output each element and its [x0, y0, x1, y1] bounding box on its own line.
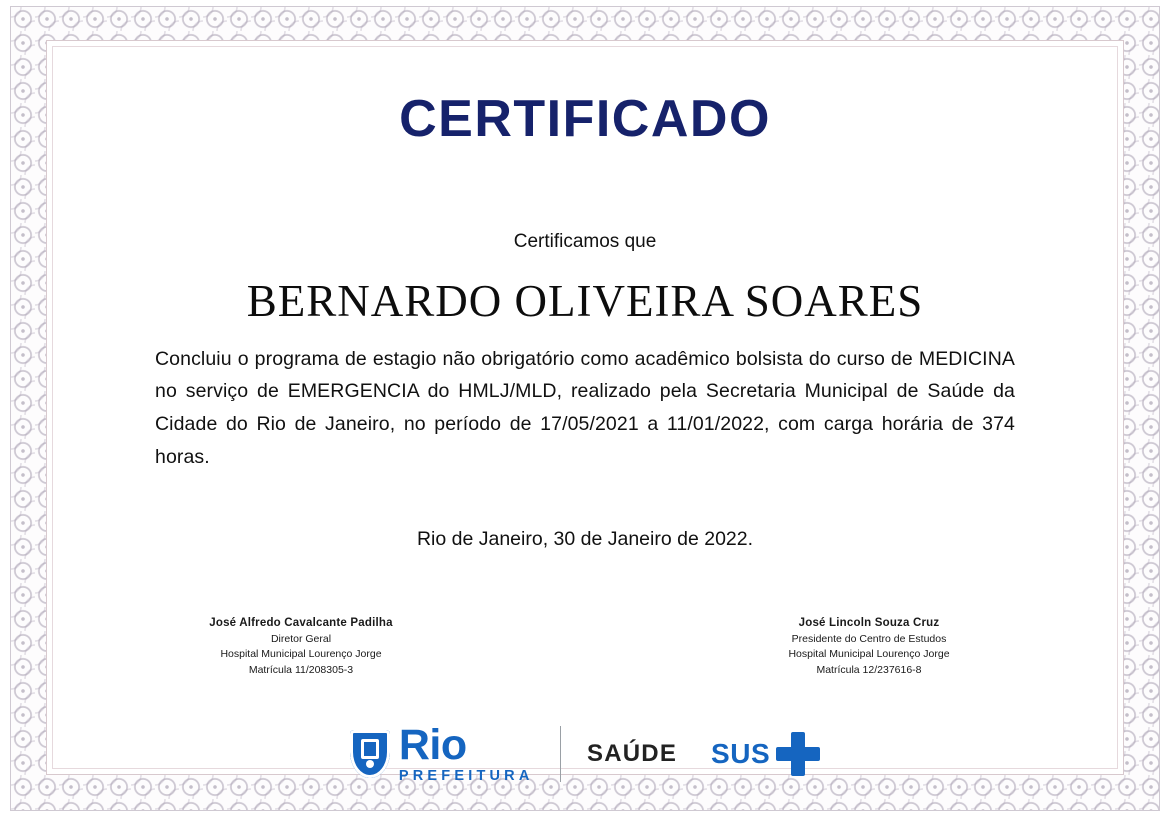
- intro-text: Certificamos que: [513, 230, 657, 252]
- rio-prefeitura-logo: [350, 720, 534, 784]
- signatory-name: José Alfredo Cavalcante Padilha: [209, 616, 393, 629]
- signature-block-left: [136, 617, 466, 679]
- rio-logo-text: Rio: [398, 720, 467, 769]
- place-and-date: Rio de Janeiro, 30 de Janeiro de 2022.: [416, 527, 754, 550]
- recipient-name: BERNARDO OLIVEIRA SOARES: [246, 275, 924, 326]
- signature-block-right: [704, 617, 1034, 679]
- sus-logo: [711, 732, 820, 776]
- signature-area: [110, 617, 1060, 679]
- medical-cross-icon: [776, 732, 820, 776]
- signatory-registration: Matrícula 11/208305-3: [248, 664, 354, 677]
- signatory-organization: Hospital Municipal Lourenço Jorge: [220, 648, 382, 661]
- signatory-name: José Lincoln Souza Cruz: [798, 616, 940, 629]
- logo-row: [110, 720, 1060, 784]
- sus-logo-text: SUS: [711, 738, 771, 770]
- signatory-registration: Matrícula 12/237616-8: [816, 664, 922, 677]
- certificate-body-text: Concluiu o programa de estagio não obrigatório como acadêmico bolsista do curso de MEDICINA no serviço de EMERGENCIA do HMLJ/MLD, realizado pela Secretaria Municipal de Saúde da Cidade do Rio de Janeiro, no período de 17/05/2021 a 11/01/2022, com carga horária de 374 horas.: [155, 347, 1015, 468]
- certificate-content: [56, 50, 1114, 784]
- rio-wordmark: [398, 720, 534, 784]
- prefeitura-logo-text: PREFEITURA: [398, 767, 534, 784]
- page-title: CERTIFICADO: [399, 90, 771, 148]
- logo-divider: [560, 726, 562, 782]
- saude-logo-text: SAÚDE: [587, 740, 678, 768]
- signatory-role: Presidente do Centro de Estudos: [791, 632, 947, 645]
- rio-coat-of-arms-icon: [350, 730, 390, 778]
- signatory-role: Diretor Geral: [270, 632, 332, 645]
- signatory-organization: Hospital Municipal Lourenço Jorge: [788, 648, 950, 661]
